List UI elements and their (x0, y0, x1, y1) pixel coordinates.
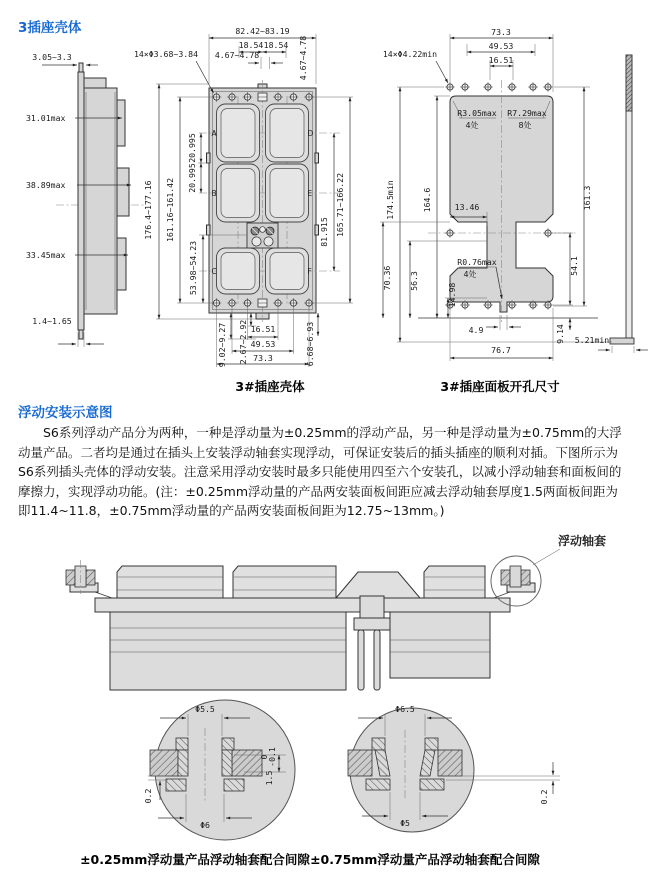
paragraph-line: S6系列插头壳体的浮动安装。注意采用浮动安装时最多只能使用四至六个安装孔，以减小浮动轴套和面板间的 (18, 464, 622, 479)
dim-radius-c-count: 4处 (463, 270, 477, 279)
dim-width-small: 4.67~4.78 (214, 50, 260, 60)
dim-bottom-2: 2.67~2.92 (238, 319, 248, 365)
housing-hole-note: 14×Φ3.68~3.84 (133, 49, 199, 59)
housing-and-panel-drawing (0, 24, 660, 378)
dim-radius-a: R3.05max (457, 108, 497, 118)
floating-bushing-right (501, 566, 530, 587)
fit-detail-075 (348, 704, 560, 832)
jackscrew-block (247, 223, 278, 248)
housing-front-view (199, 80, 340, 322)
bushing-fit-details (0, 692, 660, 848)
dim-bottom-diameter-right: Φ5 (400, 818, 410, 828)
floating-mount-section (0, 528, 660, 698)
cavity-label-d: D (307, 129, 314, 138)
dim-spacing-1: 18.54 (238, 40, 264, 50)
dim-radius-a-count: 4处 (465, 121, 479, 130)
dim-neck: 13.46 (454, 202, 480, 212)
dim-bottom-1: 9.02~9.27 (217, 322, 227, 368)
cavity-label-a: A (211, 129, 217, 138)
dim-pitch-2: 20.995 (187, 163, 197, 193)
caption-housing: 3#插座壳体 (235, 379, 305, 394)
dim-bottom-holes-1: 16.51 (250, 324, 276, 334)
dim-depth-3: 33.45max (26, 250, 66, 260)
floating-description (18, 423, 650, 521)
cavity-label-c: C (211, 267, 217, 276)
dim-height-total: 176.4~177.16 (143, 180, 153, 240)
dim-spacing-2: 18.54 (263, 40, 289, 50)
dim-radius-b: R7.29max (507, 108, 547, 118)
dim-width-top: 82.42~83.19 (235, 26, 290, 36)
dim-bottom-holes-2: 49.53 (250, 339, 276, 349)
dim-panel-left-4: 56.3 (409, 271, 419, 291)
dim-panel-right-2: 54.1 (569, 256, 579, 276)
dim-panel-bottom-1: 4.9 (468, 325, 484, 335)
dim-panel-bottom-4: 5.21min (574, 335, 610, 345)
paragraph-line: S6系列浮动产品分为两种，一种是浮动量为±0.25mm的浮动产品，另一种是浮动量为±0.75mm的大浮 (43, 425, 622, 440)
dim-edge-vertical: 4.67~4.78 (298, 35, 308, 81)
dim-depth-tol-lower: -0.1 (267, 747, 277, 767)
fit-detail-025 (143, 700, 295, 840)
dim-panel-top-3: 16.51 (488, 55, 514, 65)
cavity-label-b: B (211, 189, 217, 198)
dim-panel-left-5: 14.98 (447, 282, 457, 308)
dim-panel-bottom-3: 9.14 (555, 324, 565, 344)
dim-gap-right: 0.2 (539, 789, 549, 805)
caption-fit-025: ±0.25mm浮动量产品浮动轴套配合间隙 (80, 852, 310, 867)
dim-panel-left-1: 174.5min (385, 180, 395, 220)
caption-panel: 3#插座面板开孔尺寸 (440, 379, 560, 394)
dim-panel-right-1: 161.3 (582, 185, 592, 211)
dim-gap-left: 0.2 (143, 788, 153, 804)
housing-side-view (26, 52, 144, 347)
dim-panel-top-2: 49.53 (488, 41, 514, 51)
section-title-housing: 3插座壳体 (18, 20, 82, 36)
dim-bottom-holes-3: 73.3 (253, 353, 273, 363)
dim-panel-top-1: 73.3 (491, 27, 511, 37)
dim-bottom-diameter-left: Φ6 (200, 820, 210, 830)
paragraph-line: 摩擦力，实现浮动功能。(注：±0.25mm浮动量的产品两安装面板间距应减去浮动轴套厚度1.5两面板间距为 (18, 483, 618, 499)
assembly-section (66, 533, 606, 690)
paragraph-line: 即11.4~11.8，±0.75mm浮动量的产品两安装面板间距为12.75~13mm。) (18, 503, 445, 518)
dim-right-1: 81.915 (319, 217, 329, 247)
dim-radius-c: R0.76max (457, 257, 497, 267)
dim-right-2: 165.71~166.22 (335, 172, 345, 238)
bushing-callout-label: 浮动轴套 (557, 534, 607, 548)
dim-depth-left: 1.5 (264, 770, 274, 786)
cavity-label-e: E (307, 189, 313, 198)
dim-pitch-1: 20.995 (187, 133, 197, 163)
dim-height-holes: 161.16~161.42 (165, 177, 175, 243)
dim-top-diameter-right: Φ6.5 (395, 704, 415, 714)
panel-hole-note: 14×Φ4.22min (382, 49, 438, 59)
dim-panel-bottom-2: 76.7 (491, 345, 511, 355)
dim-depth-2: 38.89max (26, 180, 66, 190)
dim-flange-thickness: 1.4~1.65 (32, 316, 72, 326)
section-title-floating: 浮动安装示意图 (18, 405, 113, 421)
dim-bottom-4: 6.68~6.93 (305, 321, 315, 367)
dim-radius-b-count: 8处 (518, 121, 532, 130)
caption-fit-075: ±0.75mm浮动量产品浮动轴套配合间隙 (310, 852, 540, 867)
dim-lower-span: 53.98~54.23 (188, 240, 198, 296)
dim-depth-1: 31.01max (26, 113, 66, 123)
dim-top-diameter-left: Φ5.5 (195, 704, 215, 714)
cavity-label-f: F (307, 267, 312, 276)
paragraph-line: 动量产品。二者均是通过在插头上安装浮动轴套实现浮动，可保证安装后的插头插座的顺利对插。下图所示为 (18, 444, 619, 460)
dim-side-pin-width: 3.05~3.3 (32, 52, 72, 62)
dim-panel-left-2: 164.6 (422, 187, 432, 213)
dim-panel-left-3: 70.36 (382, 265, 392, 291)
dim-depth-tol-upper: 0 (259, 754, 269, 760)
